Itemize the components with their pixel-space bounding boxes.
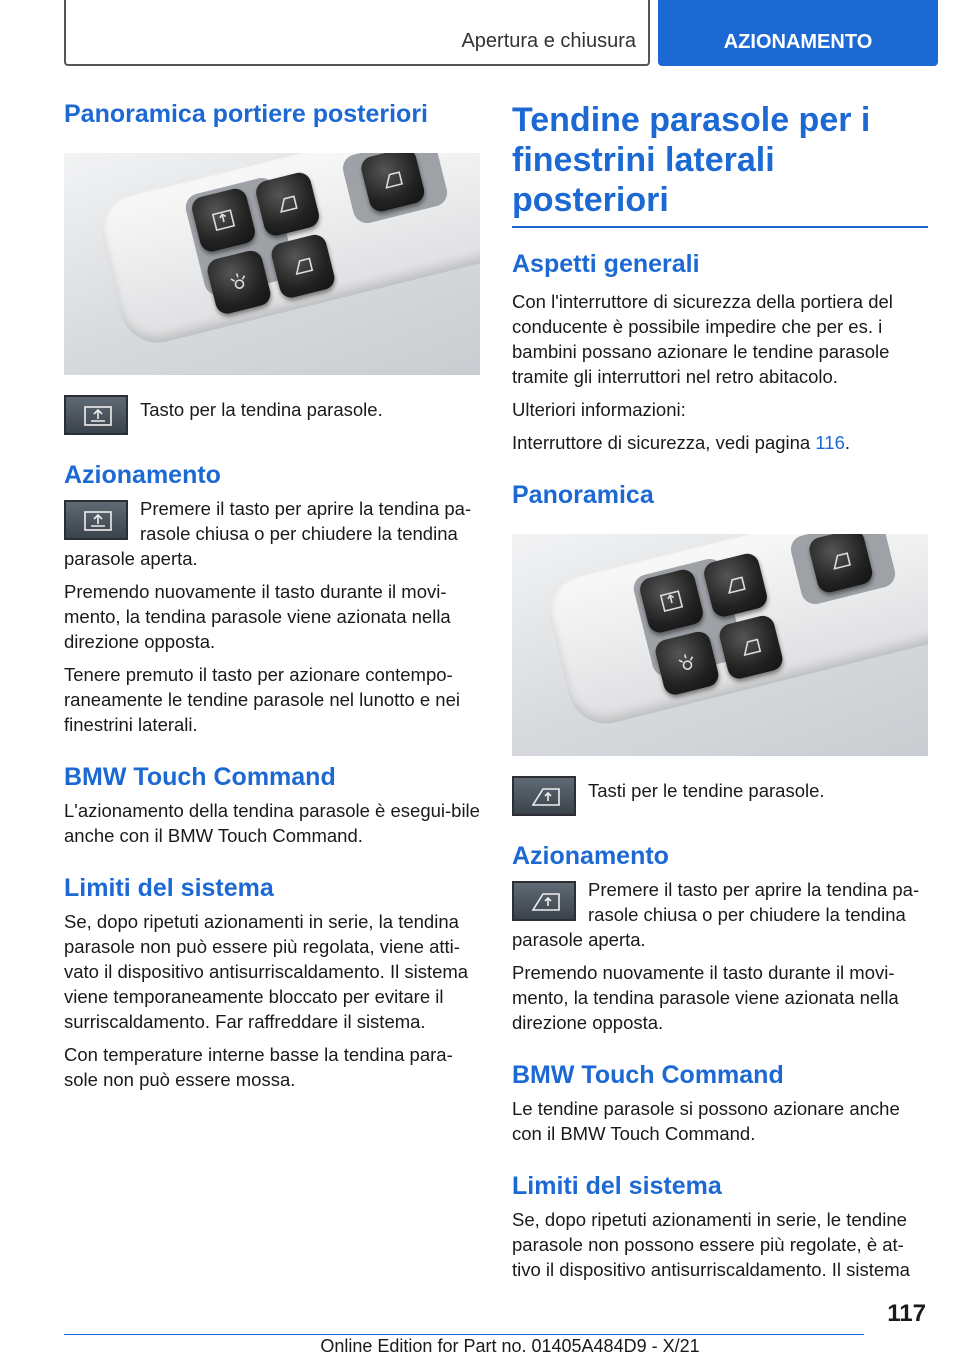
- door-panel: [542, 534, 928, 732]
- operation-heading: Azionamento: [512, 842, 669, 870]
- window-button-photo: [254, 170, 322, 238]
- operation-text-1: Premere il tasto per aprire la tendina pa-rasole chiusa o per chiudere la tendina parasole aperta.: [64, 498, 472, 569]
- photo-caption-row: [64, 395, 480, 435]
- operation-text-1: Premere il tasto per aprire la tendina pa-rasole chiusa o per chiudere la tendina parasole aperta.: [512, 879, 920, 950]
- system-limits-text-2: Con temperature interne basse la tendina para-sole non può essere mossa.: [64, 1044, 453, 1090]
- system-limits-heading: Limiti del sistema: [64, 874, 274, 902]
- rear-doors-overview-heading: Panoramica portiere posteriori: [64, 100, 429, 128]
- bmw-touch-command-heading: BMW Touch Command: [512, 1061, 784, 1089]
- header-section-box: [64, 0, 650, 66]
- rear-window-icon: [378, 165, 407, 194]
- window-icon: [736, 633, 765, 662]
- side-window-switch-photo: [512, 534, 928, 756]
- side-window-shade-symbol: [512, 881, 576, 921]
- general-aspects-text-2: Ulteriori informazioni:: [512, 399, 686, 420]
- left-column: [64, 100, 480, 1100]
- rear-sunshade-icon: [83, 404, 113, 428]
- side-window-icon: [826, 546, 855, 575]
- reference-suffix: .: [844, 432, 850, 453]
- general-aspects-text-3: [512, 430, 928, 455]
- light-icon: [672, 649, 701, 678]
- page-reference-link[interactable]: 116: [815, 432, 845, 453]
- operation-text-2: Premendo nuovamente il tasto durante il movi-mento, la tendina parasole viene azionata nella direzione opposta.: [64, 581, 451, 652]
- window-icon: [721, 571, 750, 600]
- reference-prefix: Interruttore di sicurezza, vedi pagina: [512, 432, 816, 453]
- bmw-touch-command-text: Le tendine parasole si possono azionare anche con il BMW Touch Command.: [512, 1098, 900, 1144]
- side-window-shade-symbol: [512, 776, 576, 816]
- window-icon: [288, 252, 317, 281]
- footer-divider: [64, 1334, 864, 1335]
- side-sunshade-icon: [531, 785, 561, 809]
- bmw-touch-command-heading: BMW Touch Command: [64, 763, 336, 791]
- right-column: [512, 100, 928, 1290]
- system-limits-text-1: Se, dopo ripetuti azionamenti in serie, le tendine parasole non possono essere più regolate, è at-tivo il dispositivo antisurriscaldamento. Il sistema: [512, 1209, 910, 1280]
- photo-caption: Tasti per le tendine parasole.: [588, 780, 825, 801]
- page-number: 117: [887, 1300, 926, 1327]
- system-limits-text-1: Se, dopo ripetuti azionamenti in serie, la tendina parasole non può essere più regolata, viene atti-vato il dispositivo antisurriscaldamento. Il sistema viene temporaneamente bloccato per evitare il surriscaldamento. Far raffreddare il sistema.: [64, 911, 469, 1032]
- bmw-touch-command-text: L'azionamento della tendina parasole è esegui-bile anche con il BMW Touch Command.: [64, 800, 480, 846]
- overview-heading: Panoramica: [512, 481, 654, 509]
- footer-edition: Online Edition for Part no. 01405A484D9 - X/21: [320, 1336, 700, 1356]
- general-aspects-heading: Aspetti generali: [512, 250, 700, 278]
- photo-caption: Tasto per la tendina parasole.: [140, 399, 383, 420]
- operation-heading: Azionamento: [64, 461, 221, 489]
- system-limits-heading: Limiti del sistema: [512, 1172, 722, 1200]
- rear-door-switch-photo: [64, 153, 480, 375]
- operation-text-3: Tenere premuto il tasto per azionare contempo-raneamente le tendine parasole nel lunotto e nei finestrini laterali.: [64, 664, 460, 735]
- light-icon: [224, 268, 253, 297]
- window-icon: [273, 190, 302, 219]
- rear-sunshade-icon: [83, 509, 113, 533]
- header-section-title: Apertura e chiusura: [461, 30, 636, 52]
- general-aspects-text-1: Con l'interruttore di sicurezza della portiera del conducente è possibile impedire che per es. i bambini possano azionare le tendine parasole tramite gli interruttori nel retro abitacolo.: [512, 291, 893, 387]
- rear-window-shade-symbol: [64, 395, 128, 435]
- operation-text-2: Premendo nuovamente il tasto durante il movi-mento, la tendina parasole viene azionata nella direzione opposta.: [512, 962, 899, 1033]
- window-button-photo-2: [269, 232, 337, 300]
- header-chapter-tab[interactable]: AZIONAMENTO: [658, 0, 938, 66]
- window-button-photo-2: [717, 613, 785, 681]
- window-button-photo: [702, 551, 770, 619]
- door-panel: [94, 153, 480, 351]
- rear-window-shade-symbol: [64, 500, 128, 540]
- side-sunshade-icon: [531, 890, 561, 914]
- sunshade-icon: [657, 587, 686, 616]
- side-window-shades-title: Tendine parasole per i finestrini laterali posteriori: [512, 100, 928, 228]
- sunshade-icon: [209, 206, 238, 235]
- photo-caption-row: [512, 776, 928, 816]
